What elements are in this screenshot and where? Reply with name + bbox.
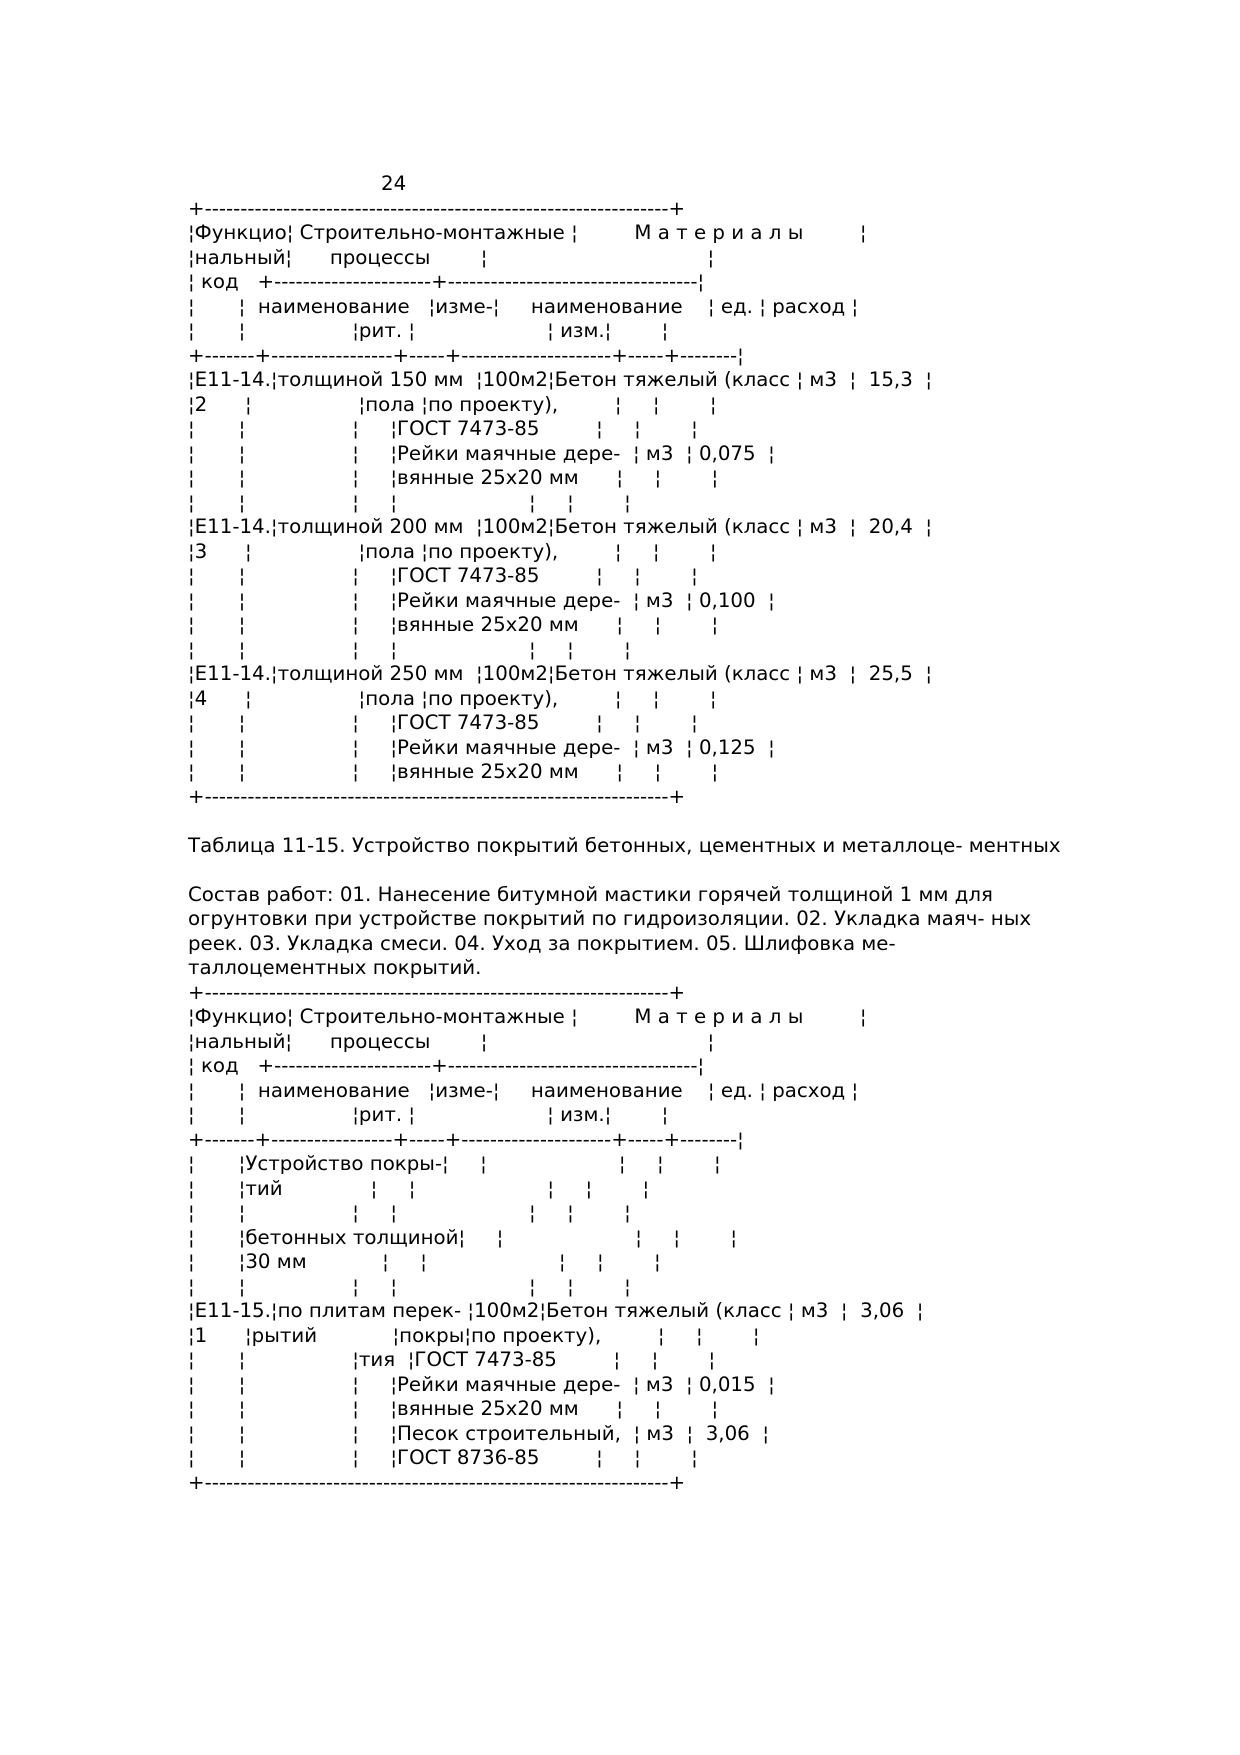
- table-line: ¦ ¦ ¦ ¦Рейки маячные дере- ¦ м3 ¦ 0,125 ¦: [188, 735, 775, 759]
- table-line: ¦ ¦ ¦ ¦Песок строительный, ¦ м3 ¦ 3,06 ¦: [188, 1421, 770, 1445]
- table-line: +-----------------------------------------------------------------+: [188, 784, 686, 808]
- materials-table-11-15: [188, 981, 1068, 1496]
- table-line: ¦ ¦ ¦ ¦Рейки маячные дере- ¦ м3 ¦ 0,015 ¦: [188, 1372, 775, 1396]
- table-line: ¦нальный¦ процессы ¦ ¦: [188, 245, 715, 269]
- table-line: ¦ ¦ ¦ ¦Рейки маячные дере- ¦ м3 ¦ 0,075 ¦: [188, 441, 775, 465]
- table-line: ¦ ¦ ¦ ¦ ¦ ¦ ¦: [188, 1274, 631, 1298]
- table-line: ¦ ¦30 мм ¦ ¦ ¦ ¦ ¦: [188, 1250, 661, 1273]
- table-line: ¦Е11-15.¦по плитам перек- ¦100м2¦Бетон тяжелый (класс ¦ м3 ¦ 3,06 ¦: [188, 1299, 924, 1322]
- table-line: +-------+-----------------+-----+---------------------+-----+--------¦: [188, 1127, 744, 1151]
- table-line: ¦ ¦тий ¦ ¦ ¦ ¦ ¦: [188, 1176, 650, 1200]
- table-line: ¦2 ¦ ¦пола ¦по проекту), ¦ ¦ ¦: [188, 392, 717, 416]
- table-line: ¦4 ¦ ¦пола ¦по проекту), ¦ ¦ ¦: [188, 686, 717, 710]
- table-line: ¦нальный¦ процессы ¦ ¦: [188, 1029, 715, 1053]
- table-line: +-----------------------------------------------------------------+: [188, 1470, 686, 1494]
- work-composition: Состав работ: 01. Нанесение битумной мастики горячей толщиной 1 мм для огрунтовки при устройстве покрытий по гидроизоляции. 02. Укладка маяч- ных реек. 03. Укладка смеси. 04. Уход за покрытием. 05. Шлифовка ме- таллоцементных покрытий.: [188, 882, 1032, 979]
- table-line: ¦1 ¦рытий ¦покры¦по проекту), ¦ ¦ ¦: [188, 1323, 760, 1347]
- table-line: ¦ ¦ ¦ ¦вянные 25х20 мм ¦ ¦ ¦: [188, 466, 719, 489]
- table-line: ¦ ¦ ¦ ¦вянные 25х20 мм ¦ ¦ ¦: [188, 760, 719, 783]
- table-line: ¦ ¦ наименование ¦изме-¦ наименование ¦ ед. ¦ расход ¦: [188, 294, 859, 318]
- table-line: ¦ ¦бетонных толщиной¦ ¦ ¦ ¦ ¦: [188, 1225, 738, 1249]
- spacer: [188, 858, 1068, 883]
- document-page: [188, 172, 1068, 1495]
- table-line: +-------+-----------------+-----+---------------------+-----+--------¦: [188, 343, 744, 367]
- table-line: ¦3 ¦ ¦пола ¦по проекту), ¦ ¦ ¦: [188, 539, 717, 563]
- table-line: ¦ код +----------------------+-----------------------------------¦: [188, 1054, 705, 1077]
- table-title-11-15: Таблица 11-15. Устройство покрытий бетонных, цементных и металлоце- ментных: [188, 833, 1061, 857]
- page-number: 24: [381, 172, 407, 195]
- table-line: ¦Е11-14.¦толщиной 150 мм ¦100м2¦Бетон тяжелый (класс ¦ м3 ¦ 15,3 ¦: [188, 368, 933, 391]
- table-line: ¦ ¦ ¦рит. ¦ ¦ изм.¦ ¦: [188, 319, 669, 342]
- spacer: [188, 809, 1068, 834]
- table-line: ¦ ¦ ¦ ¦ ¦ ¦ ¦: [188, 490, 631, 514]
- table-line: ¦ ¦ ¦ ¦ГОСТ 7473-85 ¦ ¦ ¦: [188, 711, 698, 734]
- table-line: +-----------------------------------------------------------------+: [188, 196, 686, 220]
- table-line: ¦ ¦ ¦рит. ¦ ¦ изм.¦ ¦: [188, 1103, 669, 1126]
- table-line: ¦ ¦ ¦ ¦ГОСТ 7473-85 ¦ ¦ ¦: [188, 564, 698, 587]
- table-line: ¦ ¦ ¦ ¦ГОСТ 8736-85 ¦ ¦ ¦: [188, 1446, 698, 1469]
- table-line: ¦ ¦ ¦тия ¦ГОСТ 7473-85 ¦ ¦ ¦: [188, 1348, 716, 1371]
- table-line: ¦Е11-14.¦толщиной 200 мм ¦100м2¦Бетон тяжелый (класс ¦ м3 ¦ 20,4 ¦: [188, 515, 933, 538]
- table-line: ¦ ¦ ¦ ¦ ¦ ¦ ¦: [188, 1201, 631, 1224]
- table-line: ¦Функцио¦ Строительно-монтажные ¦ М а т е р и а л ы ¦: [188, 1005, 867, 1028]
- table-line: ¦ ¦ ¦ ¦ ¦ ¦ ¦: [188, 637, 631, 661]
- table-line: +-----------------------------------------------------------------+: [188, 980, 686, 1004]
- table-line: ¦Е11-14.¦толщиной 250 мм ¦100м2¦Бетон тяжелый (класс ¦ м3 ¦ 25,5 ¦: [188, 662, 933, 685]
- table-line: ¦ ¦ наименование ¦изме-¦ наименование ¦ ед. ¦ расход ¦: [188, 1078, 859, 1102]
- table-line: ¦ ¦ ¦ ¦вянные 25х20 мм ¦ ¦ ¦: [188, 1397, 719, 1420]
- table-line: ¦ код +----------------------+-----------------------------------¦: [188, 270, 705, 293]
- materials-table-11-14: [188, 197, 1068, 810]
- table-line: ¦ ¦ ¦ ¦Рейки маячные дере- ¦ м3 ¦ 0,100 ¦: [188, 588, 775, 612]
- table-line: ¦ ¦Устройство покры-¦ ¦ ¦ ¦ ¦: [188, 1152, 721, 1175]
- table-line: ¦ ¦ ¦ ¦ГОСТ 7473-85 ¦ ¦ ¦: [188, 417, 698, 440]
- table-line: ¦Функцио¦ Строительно-монтажные ¦ М а т е р и а л ы ¦: [188, 221, 867, 244]
- table-line: ¦ ¦ ¦ ¦вянные 25х20 мм ¦ ¦ ¦: [188, 613, 719, 636]
